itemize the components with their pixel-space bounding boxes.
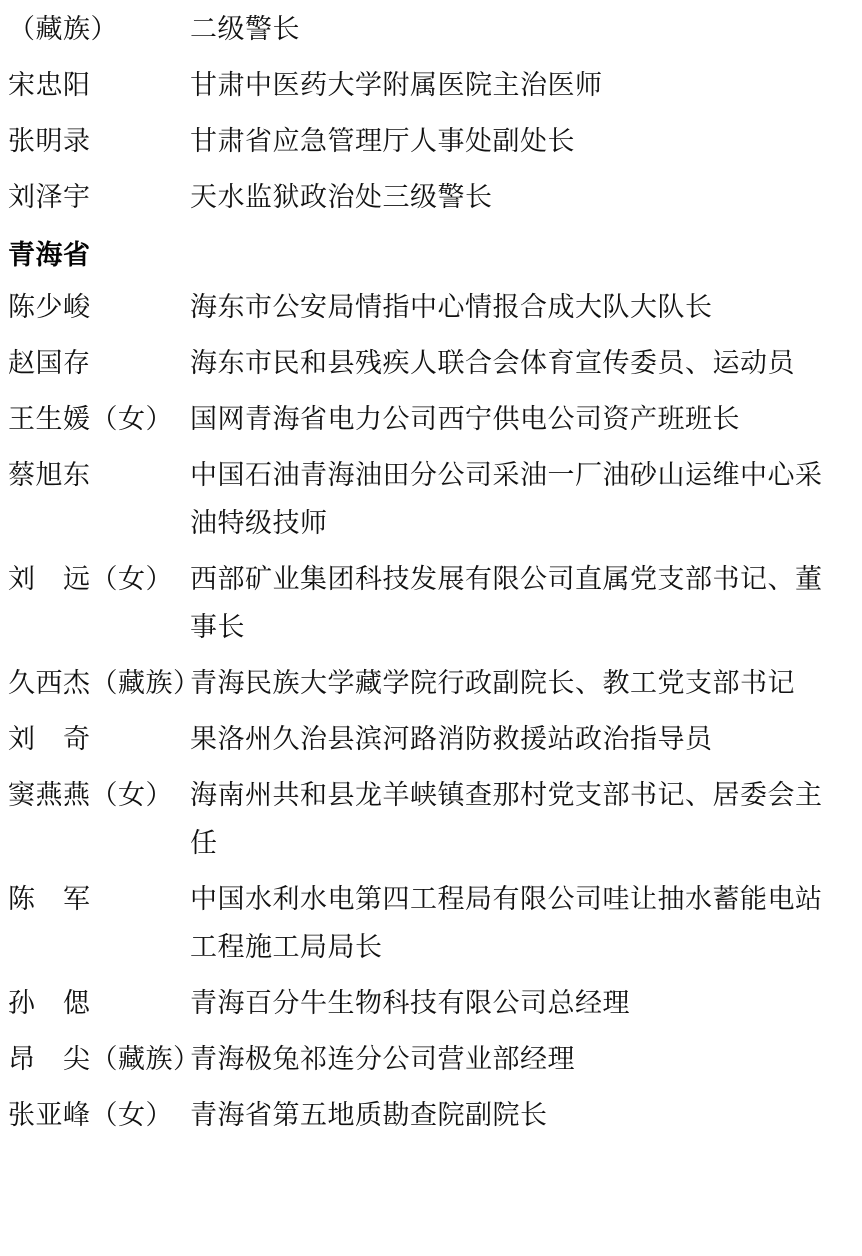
list-item bbox=[8, 1036, 844, 1084]
entry-desc: 海东市公安局情指中心情报合成大队大队长 bbox=[190, 292, 713, 323]
entry-name: 窦燕燕（女） bbox=[8, 780, 173, 811]
entry-name: 久西杰（藏族） bbox=[8, 668, 201, 699]
entry-desc: 西部矿业集团科技发展有限公司直属党支部书记、董事长 bbox=[190, 564, 823, 643]
list-item bbox=[8, 396, 844, 444]
entry-list-qinghai bbox=[8, 284, 844, 1140]
list-item bbox=[8, 660, 844, 708]
section-heading-qinghai: 青海省 bbox=[8, 240, 91, 271]
list-item bbox=[8, 118, 844, 166]
entry-name: 王生媛（女） bbox=[8, 404, 173, 435]
entry-desc: 国网青海省电力公司西宁供电公司资产班班长 bbox=[190, 404, 740, 435]
list-item bbox=[8, 716, 844, 764]
list-item bbox=[8, 772, 844, 868]
entry-desc: 二级警长 bbox=[190, 14, 300, 45]
entry-name: 张明录 bbox=[8, 126, 91, 157]
entry-desc: 青海省第五地质勘查院副院长 bbox=[190, 1100, 548, 1131]
entry-desc: 海东市民和县残疾人联合会体育宣传委员、运动员 bbox=[190, 348, 795, 379]
list-item bbox=[8, 284, 844, 332]
list-item bbox=[8, 876, 844, 972]
entry-desc: 青海极兔祁连分公司营业部经理 bbox=[190, 1044, 575, 1075]
list-item bbox=[8, 556, 844, 652]
entry-name: 陈 军 bbox=[8, 884, 91, 915]
entry-name: 张亚峰（女） bbox=[8, 1100, 173, 1131]
entry-name: 宋忠阳 bbox=[8, 70, 91, 101]
entry-name: 陈少峻 bbox=[8, 292, 91, 323]
list-item bbox=[8, 62, 844, 110]
entry-name: 昂 尖（藏族） bbox=[8, 1044, 201, 1075]
entry-desc: 天水监狱政治处三级警长 bbox=[190, 182, 493, 213]
entry-name: 孙 偲 bbox=[8, 988, 91, 1019]
list-item bbox=[8, 452, 844, 548]
entry-name: 刘 奇 bbox=[8, 724, 91, 755]
list-item bbox=[8, 340, 844, 388]
entry-name: 赵国存 bbox=[8, 348, 91, 379]
entry-name: （藏族） bbox=[8, 14, 118, 45]
list-item bbox=[8, 1092, 844, 1140]
entry-name: 蔡旭东 bbox=[8, 460, 91, 491]
entry-desc: 果洛州久治县滨河路消防救援站政治指导员 bbox=[190, 724, 713, 755]
entry-desc: 青海百分牛生物科技有限公司总经理 bbox=[190, 988, 630, 1019]
entry-name: 刘泽宇 bbox=[8, 182, 91, 213]
entry-desc: 甘肃中医药大学附属医院主治医师 bbox=[190, 70, 603, 101]
entry-name: 刘 远（女） bbox=[8, 564, 173, 595]
list-item bbox=[8, 6, 844, 54]
entry-desc: 青海民族大学藏学院行政副院长、教工党支部书记 bbox=[190, 668, 795, 699]
entry-desc: 中国水利水电第四工程局有限公司哇让抽水蓄能电站工程施工局局长 bbox=[190, 884, 823, 963]
entry-desc: 甘肃省应急管理厅人事处副处长 bbox=[190, 126, 575, 157]
list-item bbox=[8, 980, 844, 1028]
entry-desc: 海南州共和县龙羊峡镇查那村党支部书记、居委会主任 bbox=[190, 780, 823, 859]
entry-desc: 中国石油青海油田分公司采油一厂油砂山运维中心采油特级技师 bbox=[190, 460, 823, 539]
entry-list-top bbox=[8, 6, 844, 222]
list-item bbox=[8, 174, 844, 222]
